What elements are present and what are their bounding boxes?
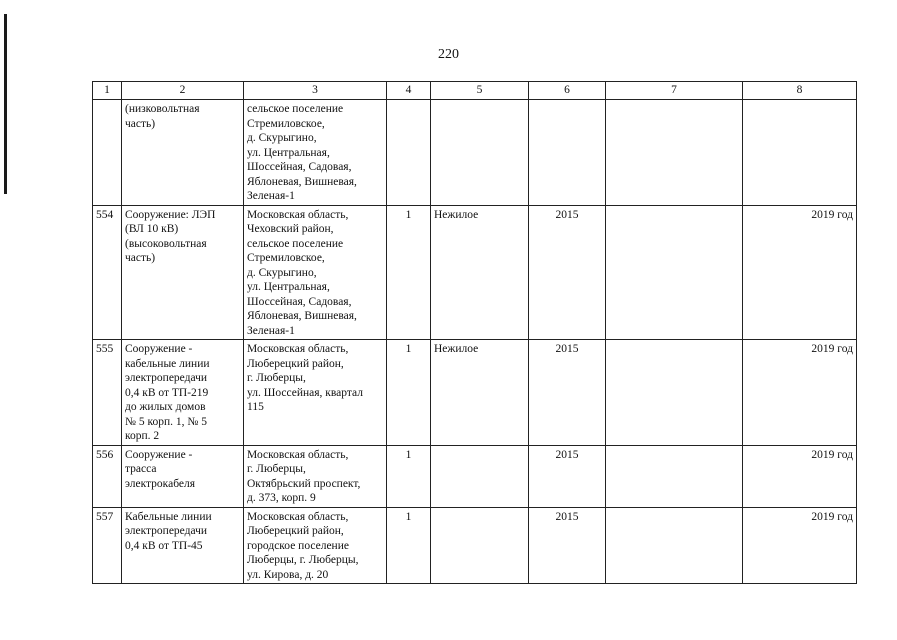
cell-address: Московская область, Чеховский район, сельское поселение Стремиловское, д. Скурыгино, ул. Центральная, Шоссейная, Садовая, Яблоневая, Вишневая, Зеленая-1 — [244, 205, 387, 340]
table-row — [93, 205, 857, 340]
header-col-4: 4 — [387, 82, 431, 100]
cell-date: 2019 год — [743, 445, 857, 507]
cell-object-name: Сооружение: ЛЭП (ВЛ 10 кВ) (высоковольтная часть) — [122, 205, 244, 340]
cell-address: Московская область, г. Люберцы, Октябрьский проспект, д. 373, корп. 9 — [244, 445, 387, 507]
header-col-5: 5 — [431, 82, 529, 100]
cell-quantity: 1 — [387, 445, 431, 507]
cell-type — [431, 507, 529, 584]
cell-col-7 — [606, 340, 743, 446]
cell-year: 2015 — [529, 340, 606, 446]
header-col-6: 6 — [529, 82, 606, 100]
cell-type: Нежилое — [431, 340, 529, 446]
page-number: 220 — [438, 47, 459, 62]
scan-edge-mark — [4, 14, 7, 194]
cell-col-7 — [606, 205, 743, 340]
header-col-3: 3 — [244, 82, 387, 100]
header-col-1: 1 — [93, 82, 122, 100]
cell-type — [431, 100, 529, 206]
cell-object-name: Сооружение - трасса электрокабеля — [122, 445, 244, 507]
header-col-7: 7 — [606, 82, 743, 100]
cell-date: 2019 год — [743, 507, 857, 584]
cell-address: сельское поселение Стремиловское, д. Скурыгино, ул. Центральная, Шоссейная, Садовая, Яблоневая, Вишневая, Зеленая-1 — [244, 100, 387, 206]
cell-quantity: 1 — [387, 507, 431, 584]
cell-address: Московская область, Люберецкий район, г. Люберцы, ул. Шоссейная, квартал 115 — [244, 340, 387, 446]
cell-number: 554 — [93, 205, 122, 340]
cell-year: 2015 — [529, 445, 606, 507]
cell-col-7 — [606, 445, 743, 507]
cell-address: Московская область, Люберецкий район, городское поселение Люберцы, г. Люберцы, ул. Кирова, д. 20 — [244, 507, 387, 584]
cell-type — [431, 445, 529, 507]
cell-date — [743, 100, 857, 206]
cell-number: 555 — [93, 340, 122, 446]
header-col-8: 8 — [743, 82, 857, 100]
table-row — [93, 445, 857, 507]
cell-year: 2015 — [529, 507, 606, 584]
cell-number — [93, 100, 122, 206]
cell-year — [529, 100, 606, 206]
header-col-2: 2 — [122, 82, 244, 100]
cell-number: 557 — [93, 507, 122, 584]
table-row — [93, 340, 857, 446]
cell-object-name: Кабельные линии электропередачи 0,4 кВ от ТП-45 — [122, 507, 244, 584]
cell-date: 2019 год — [743, 205, 857, 340]
table-row — [93, 507, 857, 584]
cell-date: 2019 год — [743, 340, 857, 446]
table-row — [93, 100, 857, 206]
cell-col-7 — [606, 100, 743, 206]
table-header-row — [93, 82, 857, 100]
cell-number: 556 — [93, 445, 122, 507]
cell-col-7 — [606, 507, 743, 584]
cell-quantity — [387, 100, 431, 206]
cell-object-name: Сооружение - кабельные линии электропередачи 0,4 кВ от ТП-219 до жилых домов № 5 корп. 1, № 5 корп. 2 — [122, 340, 244, 446]
cell-object-name: (низковольтная часть) — [122, 100, 244, 206]
registry-table — [92, 81, 857, 584]
cell-quantity: 1 — [387, 340, 431, 446]
cell-quantity: 1 — [387, 205, 431, 340]
cell-type: Нежилое — [431, 205, 529, 340]
cell-year: 2015 — [529, 205, 606, 340]
